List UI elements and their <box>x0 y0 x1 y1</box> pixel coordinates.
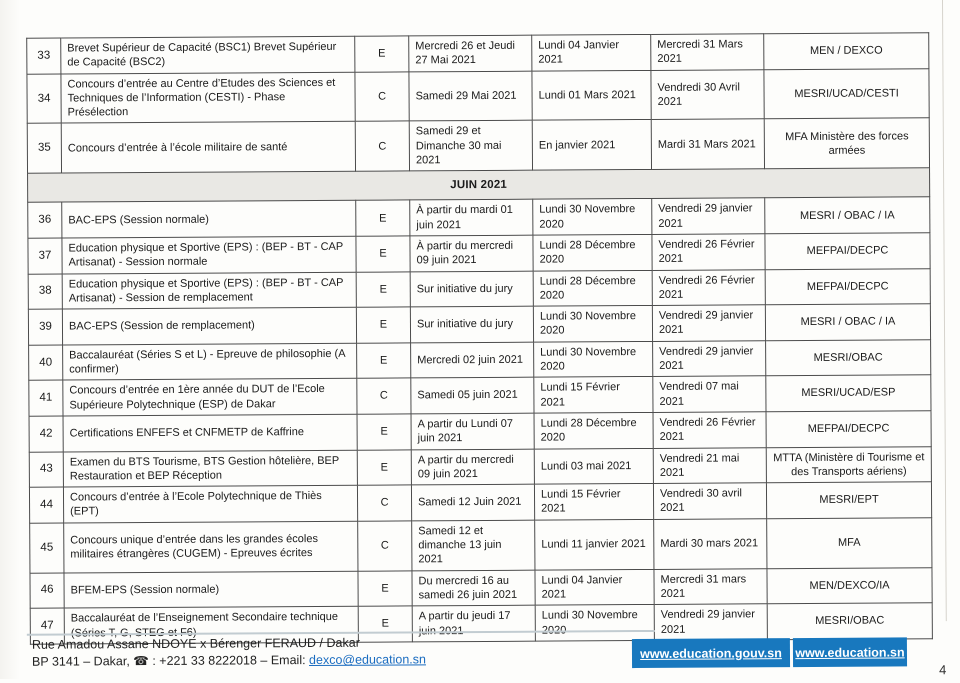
table-row <box>30 517 932 572</box>
registration-end-cell: Vendredi 29 janvier 2021 <box>652 198 765 234</box>
exam-date-cell: Samedi 05 juin 2021 <box>411 378 534 414</box>
registration-start-cell: Lundi 30 Novembre 2020 <box>533 199 652 235</box>
table-row <box>28 268 930 309</box>
exam-type-cell: C <box>357 485 411 521</box>
exam-name-cell: BAC-EPS (Session normale) <box>62 201 356 238</box>
table-row <box>29 339 931 380</box>
registration-start-cell: Lundi 28 Décembre 2020 <box>533 234 652 270</box>
table-row <box>28 197 930 238</box>
registration-end-cell: Vendredi 26 Février 2021 <box>652 269 765 305</box>
registration-start-cell: En janvier 2021 <box>532 120 651 171</box>
table-row <box>28 233 930 274</box>
address-bp-text: BP 3141 – Dakar, <box>31 654 134 669</box>
registration-start-cell: Lundi 11 janvier 2021 <box>535 519 654 570</box>
registration-end-cell: Mardi 31 Mars 2021 <box>651 119 764 170</box>
exam-name-cell: Baccalauréat (Séries S et L) - Epreuve de philosophie (A confirmer) <box>63 343 357 380</box>
table-row <box>29 375 931 416</box>
exam-type-cell: E <box>358 606 412 642</box>
row-number-cell: 43 <box>29 452 63 488</box>
organization-cell: MESRI/UCAD/ESP <box>766 375 931 412</box>
organization-cell: MEN/DEXCO/IA <box>767 567 932 604</box>
organization-cell: MTTA (Ministère di Tourisme et des Transports aériens) <box>766 446 931 483</box>
month-section-header: JUIN 2021 <box>28 168 930 203</box>
exam-type-cell: E <box>357 414 411 450</box>
exam-name-cell: Brevet Supérieur de Capacité (BSC1) Brevet Supérieur de Capacité (BSC2) <box>61 36 355 73</box>
exam-date-cell: Mercredi 26 et Jeudi 27 Mai 2021 <box>409 35 532 71</box>
registration-start-cell: Lundi 30 Novembre 2020 <box>533 306 652 342</box>
exam-type-cell: C <box>355 121 409 171</box>
address-phone-email-text: : +221 33 8222018 – Email: <box>148 653 310 669</box>
organization-cell: MESRI/OBAC <box>767 603 932 640</box>
registration-start-cell: Lundi 15 Février 2021 <box>534 377 653 413</box>
table-row <box>27 68 929 123</box>
exam-name-cell: Concours unique d’entrée dans les grandes écoles militaires étrangères (CUGEM) - Epreuves écrites <box>64 521 358 573</box>
page-number: 4 <box>939 662 947 678</box>
exam-date-cell: A partir du Lundi 07 juin 2021 <box>411 413 534 449</box>
registration-end-cell: Vendredi 29 janvier 2021 <box>652 305 765 341</box>
email-link[interactable]: dexco@education.sn <box>308 652 426 668</box>
exam-name-cell: Education physique et Sportive (EPS) : (BEP - BT - CAP Artisanat) - Session normale <box>62 236 356 273</box>
exam-date-cell: Samedi 29 et Dimanche 30 mai 2021 <box>409 121 532 172</box>
organization-cell: MESRI/EPT <box>766 482 931 519</box>
organization-cell: MFA <box>767 517 932 568</box>
registration-end-cell: Vendredi 29 janvier 2021 <box>653 341 766 377</box>
registration-end-cell: Mercredi 31 Mars 2021 <box>651 34 764 70</box>
exam-type-cell: E <box>357 449 411 485</box>
registration-start-cell: Lundi 30 Novembre 2020 <box>534 341 653 377</box>
registration-end-cell: Vendredi 21 mai 2021 <box>653 447 766 483</box>
registration-end-cell: Mercredi 31 mars 2021 <box>654 568 767 604</box>
organization-cell: MFA Ministère des forces armées <box>764 118 929 169</box>
scan-right-edge <box>942 0 947 621</box>
registration-start-cell: Lundi 15 Février 2021 <box>534 484 653 520</box>
exam-date-cell: Samedi 29 Mai 2021 <box>409 71 532 122</box>
website-button-gouv[interactable] <box>632 638 790 668</box>
row-number-cell: 42 <box>29 416 63 452</box>
organization-cell: MEFPAI/DECPC <box>765 268 930 305</box>
table-row <box>28 304 930 345</box>
exam-date-cell: Du mercredi 16 au samedi 26 juin 2021 <box>412 570 535 606</box>
exam-date-cell: À partir du mardi 01 juin 2021 <box>410 200 533 236</box>
registration-start-cell: Lundi 28 Décembre 2020 <box>534 412 653 448</box>
exam-date-cell: Samedi 12 Juin 2021 <box>411 484 534 520</box>
organization-cell: MESRI/UCAD/CESTI <box>764 68 929 119</box>
exam-name-cell: Baccalauréat de l’Enseignement Secondaire technique (Séries T, G, STEG et F6) <box>64 606 358 643</box>
exam-date-cell: Mercredi 02 juin 2021 <box>411 342 534 378</box>
exam-date-cell: Sur initiative du jury <box>410 271 533 307</box>
website-link-gouv-label: www.education.gouv.sn <box>640 645 782 661</box>
row-number-cell: 35 <box>27 124 61 174</box>
registration-start-cell: Lundi 28 Décembre 2020 <box>533 270 652 306</box>
row-number-cell: 44 <box>29 487 63 523</box>
exam-date-cell: À partir du mercredi 09 juin 2021 <box>410 235 533 271</box>
row-number-cell: 36 <box>28 202 62 238</box>
organization-cell: MESRI / OBAC / IA <box>765 304 930 341</box>
row-number-cell: 37 <box>28 238 62 274</box>
registration-end-cell: Vendredi 26 Février 2021 <box>653 412 766 448</box>
organization-cell: MESRI / OBAC / IA <box>765 197 930 234</box>
exam-name-cell: Education physique et Sportive (EPS) : (BEP - BT - CAP Artisanat) - Session de remplacement <box>62 272 356 309</box>
row-number-cell: 41 <box>29 380 63 416</box>
exam-date-cell: Samedi 12 et dimanche 13 juin 2021 <box>412 520 535 571</box>
phone-icon: ☎ <box>133 654 149 669</box>
exam-type-cell: E <box>356 307 410 343</box>
registration-end-cell: Vendredi 29 janvier 2021 <box>654 604 767 640</box>
table-row <box>29 411 931 452</box>
exam-name-cell: Certifications ENFEFS et CNFMETP de Kaffrine <box>63 414 357 451</box>
exam-calendar-table <box>26 32 933 644</box>
website-link-education-label: www.education.sn <box>795 644 905 660</box>
exam-type-cell: E <box>355 36 409 72</box>
footer-address <box>32 634 426 671</box>
website-button-education[interactable] <box>793 637 907 667</box>
exam-type-cell: E <box>356 271 410 307</box>
row-number-cell: 38 <box>28 274 62 310</box>
exam-type-cell: E <box>357 343 411 379</box>
registration-end-cell: Vendredi 07 mai 2021 <box>653 376 766 412</box>
table-row <box>30 567 932 608</box>
row-number-cell: 34 <box>27 74 61 124</box>
exam-name-cell: BAC-EPS (Session de remplacement) <box>62 307 356 344</box>
table-row <box>29 446 931 487</box>
exam-type-cell: C <box>358 521 412 571</box>
row-number-cell: 47 <box>30 608 64 644</box>
exam-date-cell: A partir du mercredi 09 juin 2021 <box>411 449 534 485</box>
table-row <box>27 33 929 74</box>
exam-name-cell: Concours d’entrée au Centre d’Etudes des Sciences et Techniques de l’Information (CESTI) - Phase Présélection <box>61 72 355 124</box>
row-number-cell: 45 <box>30 523 64 573</box>
exam-date-cell: Sur initiative du jury <box>410 306 533 342</box>
exam-name-cell: Concours d’entrée à l’école militaire de santé <box>61 122 355 174</box>
registration-end-cell: Vendredi 30 avril 2021 <box>653 483 766 519</box>
registration-start-cell: Lundi 04 Janvier 2021 <box>535 569 654 605</box>
registration-start-cell: Lundi 04 Janvier 2021 <box>532 34 651 70</box>
row-number-cell: 40 <box>29 345 63 381</box>
exam-type-cell: C <box>355 72 409 122</box>
row-number-cell: 33 <box>27 38 61 74</box>
exam-name-cell: Concours d’entrée à l’Ecole Polytechnique de Thiès (EPT) <box>63 485 357 522</box>
organization-cell: MEFPAI/DECPC <box>765 233 930 270</box>
exam-name-cell: Examen du BTS Tourisme, BTS Gestion hôtelière, BEP Restauration et BEP Réception <box>63 450 357 487</box>
exam-table-body <box>27 33 933 644</box>
registration-start-cell: Lundi 30 Novembre 2020 <box>535 605 654 641</box>
table-row <box>27 118 929 173</box>
exam-date-cell: A partir du jeudi 17 juin 2021 <box>412 605 535 641</box>
registration-start-cell: Lundi 01 Mars 2021 <box>532 70 651 121</box>
exam-type-cell: C <box>357 378 411 414</box>
row-number-cell: 39 <box>28 309 62 345</box>
row-number-cell: 46 <box>30 573 64 609</box>
exam-type-cell: E <box>358 571 412 607</box>
organization-cell: MESRI/OBAC <box>766 339 931 376</box>
registration-end-cell: Vendredi 30 Avril 2021 <box>651 69 764 120</box>
registration-end-cell: Vendredi 26 Février 2021 <box>652 234 765 270</box>
organization-cell: MEN / DEXCO <box>764 33 929 70</box>
organization-cell: MEFPAI/DECPC <box>766 411 931 448</box>
address-line-2 <box>32 652 426 672</box>
exam-name-cell: Concours d’entrée en 1ère année du DUT de l’Ecole Supérieure Polytechnique (ESP) de Dakar <box>63 379 357 416</box>
exam-name-cell: BFEM-EPS (Session normale) <box>64 571 358 608</box>
table-row <box>29 482 931 523</box>
exam-type-cell: E <box>356 200 410 236</box>
address-line-1: Rue Amadou Assane NDOYE x Bérenger FERAUD / Dakar <box>31 635 360 652</box>
registration-start-cell: Lundi 03 mai 2021 <box>534 448 653 484</box>
registration-end-cell: Mardi 30 mars 2021 <box>654 518 767 569</box>
exam-type-cell: E <box>356 236 410 272</box>
